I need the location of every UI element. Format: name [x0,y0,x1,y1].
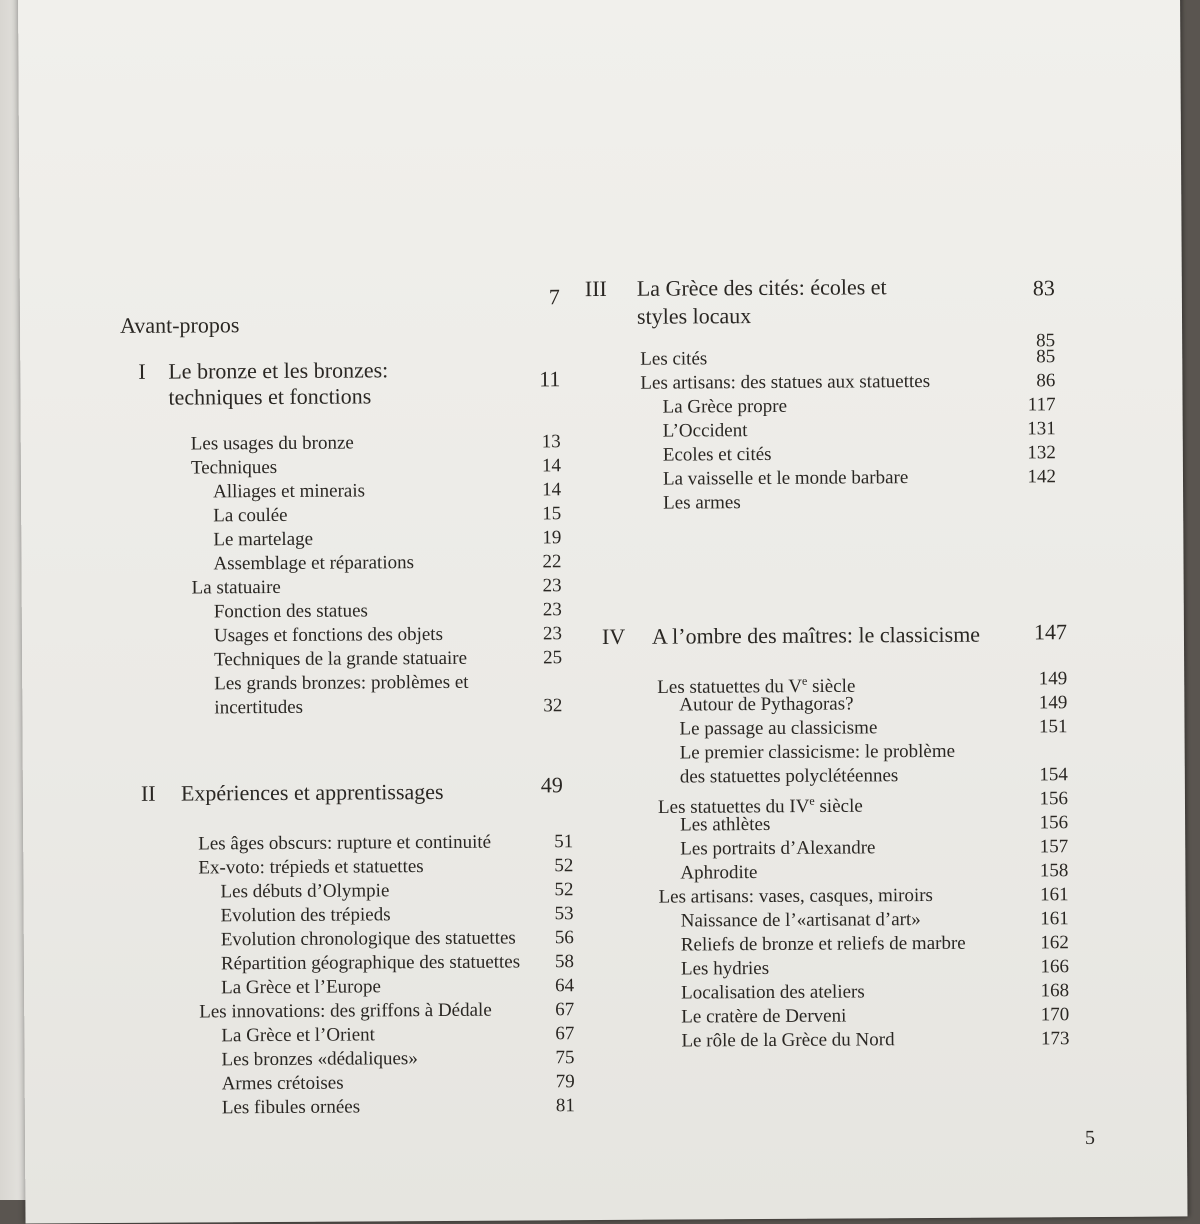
toc-entry [569,979,1089,1006]
chapter-page: 147 [1033,619,1068,645]
entry-label: Le rôle de la Grèce du Nord [681,1029,895,1052]
entry-label: Avant-propos [119,312,240,338]
entry-page: 67 [555,1023,575,1045]
toc-entry [568,739,1088,766]
entry-label: La coulée [213,504,288,527]
entry-label: Les grands bronzes: problèmes et [214,671,469,695]
entry-page: 25 [543,647,563,669]
entry-label: Les portraits d’Alexandre [680,837,876,860]
entry-page: 15 [542,503,562,525]
chapter-1-heading-line2 [120,382,580,411]
toc-entry [123,830,583,857]
entry-page: 51 [554,831,574,853]
toc-entry [567,715,1087,742]
entry-page: 158 [1039,860,1069,882]
entry-page: 168 [1040,980,1070,1002]
toc-entry [124,1046,584,1073]
entry-page: 32 [543,695,563,717]
toc-entry [569,931,1089,958]
chapter-3-entries [565,345,1086,516]
chapter-roman: III [584,275,607,302]
entry-label: Aphrodite [680,862,758,884]
entry-label: Techniques de la grande statuaire [214,647,468,671]
chapter-4-entries [567,667,1089,1054]
entry-page: 58 [554,951,574,973]
chapter-1-heading [120,356,580,392]
entry-label: Assemblage et réparations [213,552,415,575]
toc-entry [566,465,1086,492]
entry-label: Armes crétoises [221,1072,344,1095]
toc-entry [124,902,584,929]
entry-page: 23 [542,623,562,645]
toc-entry [124,1022,584,1049]
entry-label: La statuaire [191,576,281,599]
toc-entry [565,393,1085,420]
entry-page: 85 [1036,330,1056,352]
toc-entry [121,526,581,553]
entry-page: 75 [555,1047,575,1069]
entry-label: Les artisans: vases, casques, miroirs [658,884,933,908]
toc-entry [121,430,581,457]
toc-entry [568,787,1088,818]
toc-entry [122,670,582,697]
entry-label: Naissance de l’«artisanat d’art» [680,909,921,932]
chapter-roman: II [140,780,156,806]
entry-label: Répartition géographique des statuettes [220,951,521,975]
chapter-roman: I [138,358,146,384]
toc-entry [124,926,584,953]
entry-page: 149 [1038,668,1068,690]
entry-label: Les statuettes du IVe siècle [657,793,863,818]
toc-entry [122,622,582,649]
entry-page: 86 [1036,370,1056,392]
entry-label: Localisation des ateliers [681,981,865,1004]
entry-label: Les armes [663,492,741,514]
entry-label: Le cratère de Derveni [681,1005,847,1028]
toc-entry [569,955,1089,982]
entry-page: 23 [542,575,562,597]
entry-label: Techniques [190,456,278,479]
entry-label: La vaisselle et le monde barbare [662,467,909,490]
entry-page: 7 [548,284,560,310]
entry-page: 23 [542,599,562,621]
entry-label: L’Occident [662,420,748,442]
entry-page: 79 [555,1071,575,1093]
toc-entry [122,598,582,625]
toc-entry [566,417,1086,444]
entry-label: des statuettes polyclétéennes [679,765,899,788]
toc-entry [566,441,1086,468]
entry-page: 142 [1027,466,1057,488]
entry-page: 14 [541,455,561,477]
entry-label: Les bronzes «dédaliques» [221,1048,418,1071]
toc-entry [122,646,582,673]
chapter-1-entries [121,430,583,721]
entry-label: Fonction des statues [213,600,368,623]
entry-page: 56 [554,927,574,949]
entry-label: La Grèce et l’Europe [221,976,381,999]
entry-label: Les âges obscurs: rupture et continuité [198,831,492,855]
entry-page: 173 [1040,1028,1070,1050]
toc-entry-avant-propos [119,284,580,338]
toc-entry [567,667,1087,698]
entry-label: Les artisans: des statues aux statuettes [640,370,931,394]
entry-label: Les cités [640,348,708,370]
toc-entry [124,950,584,977]
entry-label: Evolution des trépieds [220,904,391,927]
toc-entry [569,907,1089,934]
entry-label: Les hydries [680,957,770,980]
entry-page: 67 [555,999,575,1021]
entry-label: Ecoles et cités [662,443,772,466]
book-page [18,0,1187,1224]
entry-page: 85 [1036,346,1056,368]
chapter-page: 83 [1032,275,1055,301]
entry-label: Les statuettes du Ve siècle [657,673,856,698]
toc-entry [568,859,1088,886]
toc-entry [121,478,581,505]
entry-page: 161 [1040,908,1069,930]
toc-entry [122,694,582,721]
entry-label: Les innovations: des griffons à Dédale [199,999,492,1023]
toc-entry [122,574,582,601]
entry-label: La Grèce propre [662,395,788,418]
chapter-3-heading [565,257,1085,302]
toc-entry [565,345,1085,372]
toc-entry [566,489,1086,516]
entry-label: Evolution chronologique des statuettes [220,927,516,951]
chapter-title-line2: styles locaux [636,303,752,329]
chapter-2-entries [123,830,585,1121]
toc-entry [124,974,584,1001]
toc-entry [567,691,1087,718]
entry-page: 52 [554,855,574,877]
entry-page: 13 [541,431,561,453]
entry-page: 53 [554,903,574,925]
entry-label: Le martelage [213,528,314,551]
entry-label: Les athlètes [680,813,771,836]
toc-entry [121,502,581,529]
toc-right-column [565,257,1090,1054]
entry-page: 170 [1040,1004,1070,1026]
toc-entry [125,1094,585,1121]
entry-page: 161 [1039,884,1069,906]
entry-label: Le premier classicisme: le problème [679,740,956,764]
entry-page: 132 [1027,442,1056,464]
toc-entry [568,835,1088,862]
entry-page: 117 [1027,394,1056,416]
entry-page: 81 [555,1095,575,1117]
entry-page: 154 [1039,764,1068,786]
toc-entry [568,883,1088,910]
toc-entry [123,878,583,905]
entry-label: Autour de Pythagoras? [679,693,854,716]
chapter-title: A l’ombre des maîtres: le classicisme [651,621,981,649]
entry-page: 149 [1038,692,1068,714]
chapter-3-heading-line2 [565,301,1085,330]
chapter-2-heading [123,772,583,807]
entry-label: Ex-voto: trépieds et statuettes [198,856,424,879]
entry-label: Les usages du bronze [190,432,354,455]
entry-page: 22 [542,551,562,573]
entry-label: incertitudes [214,696,304,719]
entry-label: Les fibules ornées [221,1096,361,1119]
entry-page: 166 [1040,956,1070,978]
entry-label: La Grèce et l’Orient [221,1024,375,1047]
toc-entry [569,1003,1089,1030]
entry-label: Reliefs de bronze et reliefs de marbre [680,932,966,956]
toc-entry [121,550,581,577]
toc-entry [125,1070,585,1097]
entry-page: 14 [541,479,562,501]
chapter-roman: IV [601,623,626,649]
entry-page: 151 [1038,716,1068,738]
chapter-page: 49 [540,772,563,798]
chapter-page: 11 [539,366,561,392]
toc-entry [568,811,1088,838]
page-number: 5 [1084,1126,1096,1150]
chapter-4-heading [567,621,1087,650]
entry-page: 131 [1027,418,1056,440]
chapter-title: Expériences et apprentissages [180,778,444,806]
chapter-title-line2: techniques et fonctions [168,383,372,410]
entry-page: 19 [542,527,562,549]
entry-page: 64 [555,975,575,997]
toc-entry [123,854,583,881]
entry-label: Le passage au classicisme [679,717,878,740]
entry-label: Usages et fonctions des objets [213,623,444,647]
toc-entry [568,763,1088,790]
chapter-title-line1: La Grèce des cités: écoles et [636,274,887,301]
entry-label: Les débuts d’Olympie [220,880,390,903]
entry-label: Alliages et minerais [212,480,366,503]
toc-entry [124,998,584,1025]
toc-left-column [119,284,585,1121]
chapter-title-line1: Le bronze et les bronzes: [168,357,389,384]
entry-page: 162 [1040,932,1069,954]
entry-page: 156 [1039,788,1069,810]
entry-page: 156 [1039,812,1069,834]
toc-entry [569,1027,1089,1054]
entry-page: 52 [554,879,574,901]
entry-page: 157 [1039,836,1069,858]
toc-entry [565,369,1085,396]
toc-entry [121,454,581,481]
